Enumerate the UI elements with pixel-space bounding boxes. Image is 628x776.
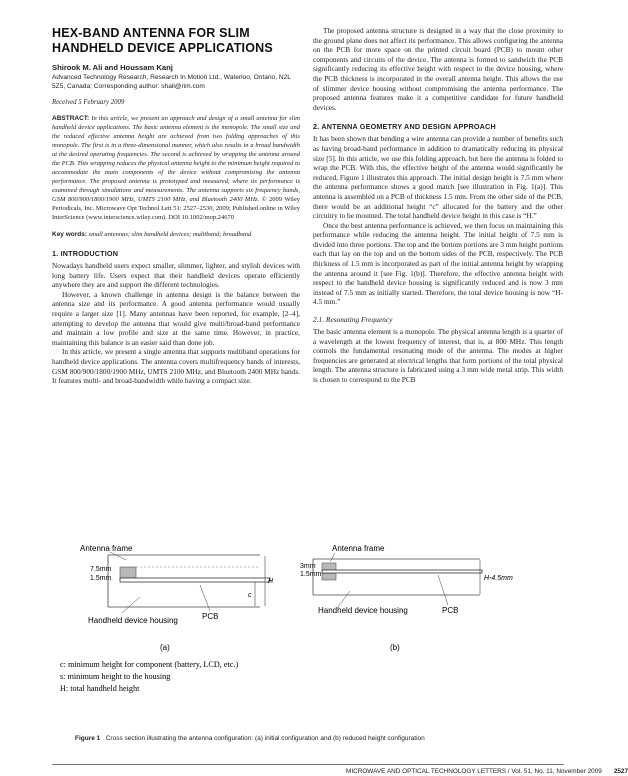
article-title: HEX-BAND ANTENNA FOR SLIM HANDHELD DEVICE APPLICATIONS (52, 26, 273, 55)
abstract-publication: © 2009 Wiley Periodicals, Inc. Microwave Opt Technol Lett 51: 2527–2530, 2009; Published online in Wiley InterScience (www.interscience.wiley.com). DOI 10.1002/mop.24670 (52, 196, 300, 221)
antenna-frame-label-b: Antenna frame (332, 544, 385, 553)
intro-paragraph-2: However, a known challenge in antenna design is the balance between the antenna size and its performance. A good antenna performance would usually require a larger size [1]. Many antennas have been reported, for example, [2–4], attempting to develop the antenna that would give multi/broad-band performance and maintain a low profile and size at the same time. However, in practice, maintaining this balance is an easier said than done job. (52, 289, 300, 347)
page-number: 2527 (613, 768, 628, 775)
antenna-frame-label-a: Antenna frame (80, 544, 133, 553)
panel-label-a: (a) (160, 643, 170, 652)
pcb-a (120, 578, 270, 582)
pcb-b (322, 570, 482, 573)
geometry-paragraph-1: It has been shown that bending a wire antenna can provide a number of benefits such as having broad-band performance in addition to dramatically reducing its physical size [5]. In this article, we use this folding approach, but here the antenna is folded to wrap the PCB. With this, the effective height of the antenna would significantly be reduced, Figure 1 illustrates this approach. The initial design height is 7.5 mm where the antenna performance shows a good match [see illustration in Fig. 1(a)]. This antenna is assembled on a PCB of thickness 1.5 mm. From the other side of the PCB, there would be an additional height “c” allocated for the battery and the other circuitry to be mounted. The total handheld device height in this case is “H.” (313, 134, 563, 221)
left-column (52, 26, 300, 386)
section-heading-introduction: 1. INTRODUCTION (52, 249, 119, 258)
panel-a-drawing (108, 552, 270, 613)
dim-1-5mm-a: 1.5mm (90, 575, 112, 582)
figure-caption-text: Cross section illustrating the antenna configuration: (a) initial configuration and (b) reduced height configuration (105, 735, 425, 742)
pcb-leader-b (438, 575, 448, 605)
panel-label-b: (b) (390, 643, 400, 652)
subsection-heading-resonating: 2.1. Resonating Frequency (313, 315, 393, 325)
geometry-paragraph-2: Once the best antenna performance is achieved, we then focus on maintaining this performance while reducing the antenna height. The initial height of 7.5 mm is divided into three portions. The top and the bottom portions are 3 mm height portions each that lay on the top and on the bottom sides of the PCB, respectively. The PCB thickness of 1.5 mm is incorporated as part of the initial antenna height by wrapping the antenna around it [see Fig. 1(b)]. Therefore, the effective antenna height with respect to the handheld device housing is significantly reduced and is now 3 mm instead of 7.5 mm as initially started. Therefore, the total device housing is now “H-4.5 mm.” (313, 220, 563, 307)
housing-label-b: Handheld device housing (318, 606, 408, 615)
pcb-label-a: PCB (202, 612, 219, 621)
affiliation: Advanced Technology Research, Research In Motion Ltd., Waterloo, Ontario, N2L 5Z5, Canada; Corresponding author: shali@rim.com (52, 74, 291, 90)
right-column (313, 26, 563, 385)
antenna-leader-b (330, 553, 335, 562)
intro-paragraph-1: Nowadays handheld users expect smaller, slimmer, lighter, and stylish devices with long battery life. Users expect that their handheld devices operate efficiently anywhere they are and support the different technologies. (52, 261, 300, 290)
resonating-paragraph-1: The basic antenna element is a monopole. The physical antenna length is a quarter of a wavelength at the lowest frequency of interest, that is, at 800 MHz. This length controls the fundamental resonating mode of the antenna. The modes at higher frequencies are generated at electrical lengths that form portions of the total physical length. The antenna structure is fabricated using a 3 mm wide metal strip. This width is chosen to correspond to the PCB (313, 327, 563, 384)
housing-leader-b (338, 591, 350, 607)
keywords-text: small antennas; slim handheld devices; multiband; broadband (88, 231, 252, 238)
legend-s: s: minimum height to the housing (60, 672, 171, 681)
panel-b-drawing (313, 553, 482, 607)
antenna-bottom-b (322, 573, 336, 580)
figure-1 (60, 545, 560, 741)
housing-leader-a (122, 597, 140, 613)
keywords-label: Key words: (52, 231, 88, 238)
intro-paragraph-3: In this article, we present a single antenna that supports multiband operations for handheld device applications. The antenna covers multifrequency bands of interests, GSM 800/900/1800/1900 MHz, UMTS 2100 MHz, and Bluetooth 2400 MHz bands. It features multi- and broad-bandwidth while having a compact size. (52, 347, 300, 386)
abstract (52, 114, 300, 222)
dim-1-5mm-b: 1.5mm (300, 571, 322, 578)
antenna-top-b (322, 563, 336, 570)
authors: Shirook M. Ali and Houssam Kanj (52, 63, 173, 72)
pcb-label-b: PCB (442, 606, 459, 615)
antenna-block-a (120, 567, 136, 578)
keywords (52, 230, 300, 239)
dim-7-5mm: 7.5mm (90, 566, 112, 573)
dim-3mm: 3mm (300, 563, 316, 570)
h-4-5mm-label: H-4.5mm (484, 575, 513, 582)
page-footer (346, 768, 628, 775)
c-label-a: c (248, 592, 252, 599)
footer-rule (52, 764, 564, 765)
figure-caption (75, 735, 545, 742)
abstract-label: ABSTRACT: (52, 115, 90, 122)
right-paragraph-1: The proposed antenna structure is designed in a way that the close proximity to the ground plane does not affect its performance. This allows configuring the antenna on the PCB for more space on the printed circuit board (PCB) to mount other components and circuits of the device. The antenna is formed to sandwich the PCB significantly reducing its effective height with respect to the device housing, where the PCB thickness is incorporated in the overall antenna height. This allows the use of slimmer device housing without compromising the antenna performance. The proposed antenna features make it a competitive candidate for future handheld devices. (313, 26, 563, 112)
legend-c: c: minimum height for component (battery, LCD, etc.) (60, 660, 239, 669)
figure-caption-label: Figure 1 (75, 735, 101, 742)
legend-h: H: total handheld height (60, 684, 140, 693)
antenna-leader-a (110, 552, 126, 560)
section-heading-geometry: 2. ANTENNA GEOMETRY AND DESIGN APPROACH (313, 122, 496, 132)
abstract-text: In this article, we present an approach and design of a small antenna for slim handheld device applications. The basic antenna element is the monopole. The small size and the reduced effective antenna height are achieved from two folding approaches of this monopole. The first is in a three-dimensional manner, which also results in a broad bandwidth at the desired operating frequencies. The second is achieved by wrapping the antenna around the PCB. This wrapping reduces the physical antenna height to the minimum height required to accommodate the main components of the device without compromising the antenna performance. The proposed antenna is prototyped and measured, where its performance is examined through simulations and measurements. The antenna supports six frequency bands, GSM 800/900/1800/1900 MHz, UMTS 2100 MHz, and Bluetooth 2400 MHz. (52, 115, 300, 203)
received-date: Received 5 February 2009 (52, 99, 125, 106)
h-label-a: H (268, 578, 274, 585)
housing-label-a: Handheld device housing (88, 616, 178, 625)
journal-name: MICROWAVE AND OPTICAL TECHNOLOGY LETTERS / Vol. 51, No. 11, November 2009 (346, 768, 602, 775)
